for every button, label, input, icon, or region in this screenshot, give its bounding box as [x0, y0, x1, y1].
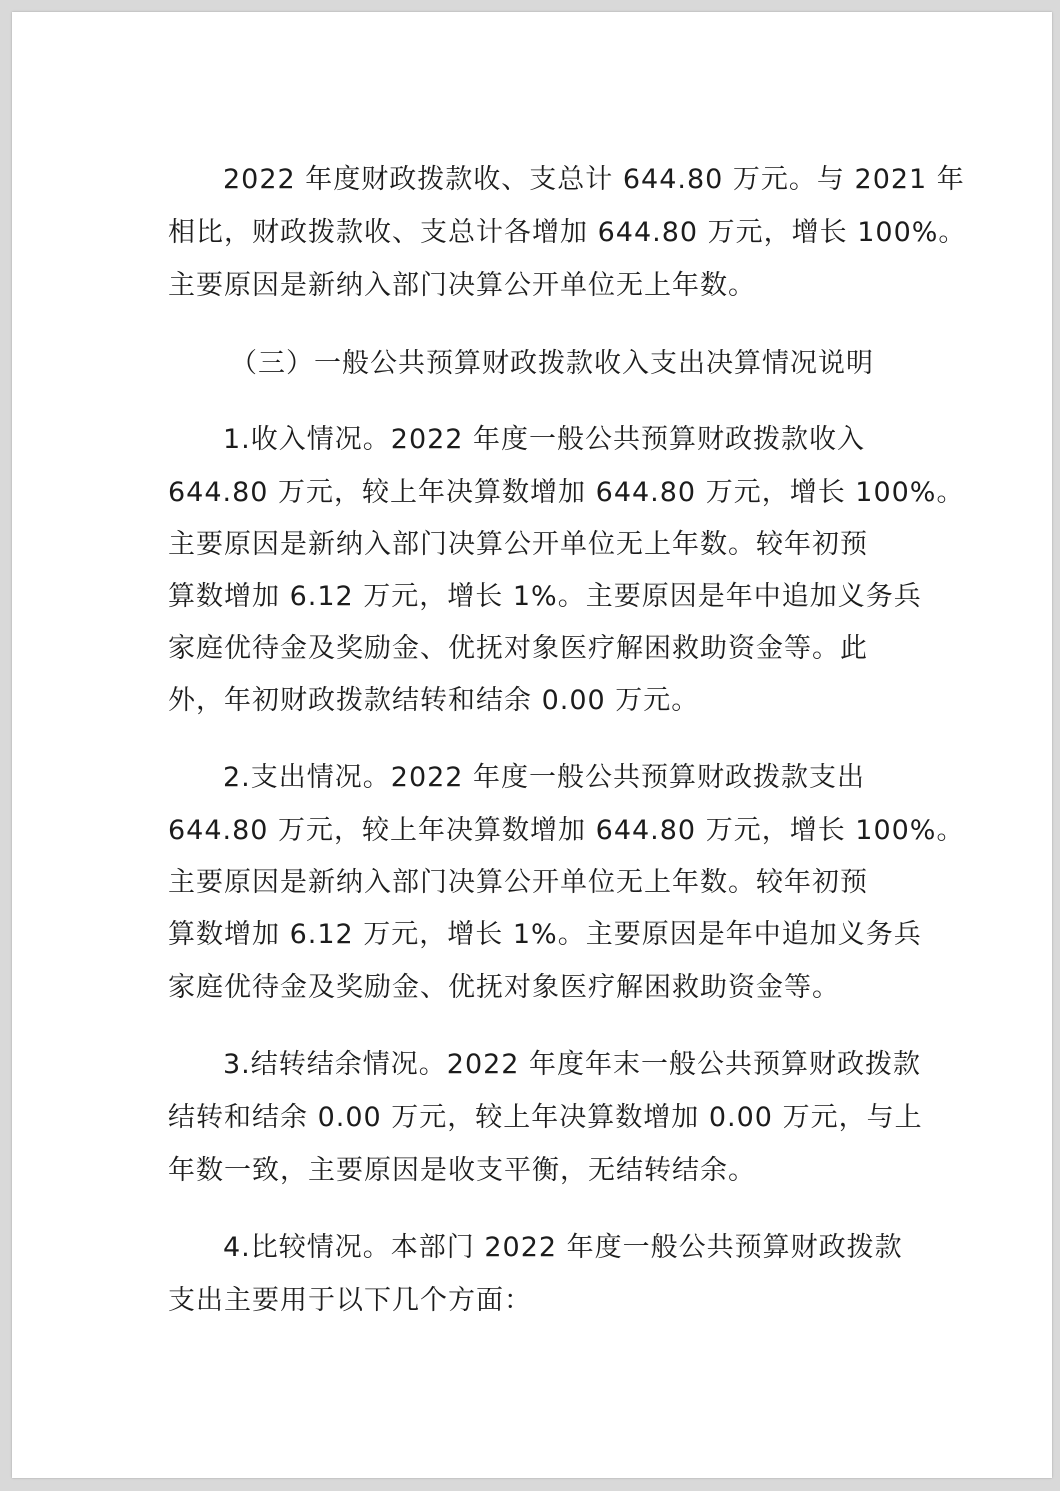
text-line: 主要原因是新纳入部门决算公开单位无上年数。	[168, 270, 756, 301]
text-line: 结转和结余 0.00 万元，较上年决算数增加 0.00 万元，与上	[168, 1102, 923, 1133]
text-line: 644.80 万元，较上年决算数增加 644.80 万元，增长 100%。	[168, 815, 965, 846]
text-line: 主要原因是新纳入部门决算公开单位无上年数。较年初预	[168, 529, 868, 560]
text-line: 年数一致，主要原因是收支平衡，无结转结余。	[168, 1155, 756, 1186]
text-line: 算数增加 6.12 万元，增长 1%。主要原因是年中追加义务兵	[168, 919, 922, 950]
text-line: 4.比较情况。本部门 2022 年度一般公共预算财政拨款	[223, 1232, 903, 1263]
document-page	[12, 12, 1052, 1478]
text-line: 2022 年度财政拨款收、支总计 644.80 万元。与 2021 年	[223, 164, 965, 195]
text-line: 家庭优待金及奖励金、优抚对象医疗解困救助资金等。	[168, 972, 840, 1003]
text-line: 1.收入情况。2022 年度一般公共预算财政拨款收入	[223, 424, 866, 455]
text-line: 家庭优待金及奖励金、优抚对象医疗解困救助资金等。此	[168, 633, 868, 664]
text-line: 算数增加 6.12 万元，增长 1%。主要原因是年中追加义务兵	[168, 581, 922, 612]
text-line: 相比，财政拨款收、支总计各增加 644.80 万元，增长 100%。	[168, 217, 967, 248]
text-line: 外，年初财政拨款结转和结余 0.00 万元。	[168, 685, 700, 716]
text-line: 支出主要用于以下几个方面：	[168, 1285, 532, 1316]
text-line: 主要原因是新纳入部门决算公开单位无上年数。较年初预	[168, 867, 868, 898]
text-line: 3.结转结余情况。2022 年度年末一般公共预算财政拨款	[223, 1049, 922, 1080]
text-line: 644.80 万元，较上年决算数增加 644.80 万元，增长 100%。	[168, 477, 965, 508]
section-heading: （三）一般公共预算财政拨款收入支出决算情况说明	[230, 348, 874, 379]
text-line: 2.支出情况。2022 年度一般公共预算财政拨款支出	[223, 762, 866, 793]
